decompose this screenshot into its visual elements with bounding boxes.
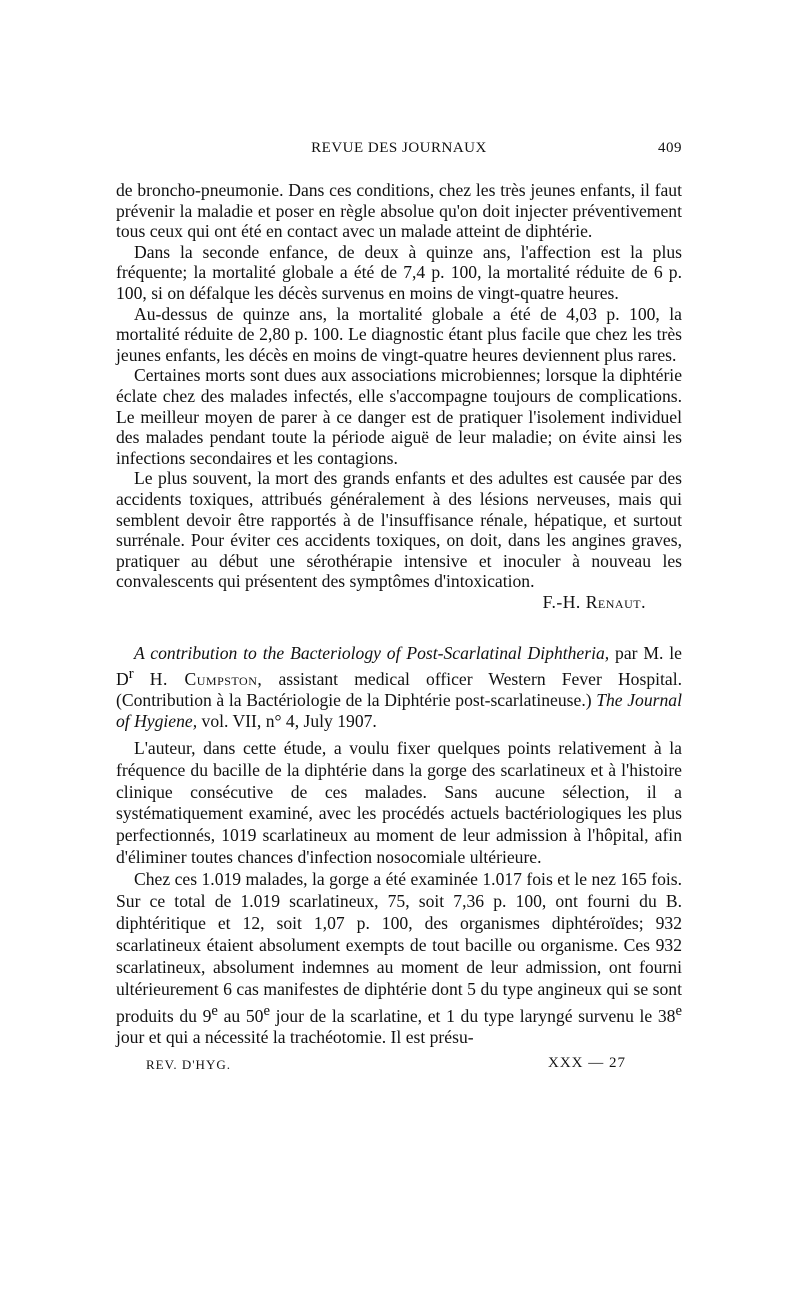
paragraph: Dans la seconde enfance, de deux à quinze ans, l'affection est la plus fréquente; la mortalité globale a été de 7,4 p. 100, la mortalité réduite de 6 p. 100, si on défalque les décès survenus en moins de vingt-quatre heures. (116, 241, 682, 303)
journal-abbrev: REV. D'HYG. (146, 1057, 231, 1073)
article-author: F.-H. Renaut. (542, 591, 646, 612)
citation-author: H. Cumpston, (149, 668, 263, 689)
paragraph: L'auteur, dans cette étude, a voulu fixer quelques points relativement à la fréquence du bacille de la diphtérie dans la gorge des scarlatineux et à l'histoire clinique consécutive de ces malades. Sans aucune sélection, il a systématiquement examiné, avec les procédés actuels bactériologiques les plus perfectionnés, 1019 scarlatineux au moment de leur admission à l'hôpital, afin d'éliminer toutes chances d'infection nosocomiale ultérieure. (116, 737, 682, 868)
paragraph: Le plus souvent, la mort des grands enfants et des adultes est causée par des accidents toxiques, attribués généralement à des lésions nerveuses, mais qui semblent devoir être rapportés à de l'insuffisance rénale, hépatique, et surtout surrénale. Pour éviter ces accidents toxiques, on doit, dans les angines graves, pratiquer au début une sérothérapie intensive et inoculer à nouveau les convalescents qui présentent des symptômes d'intoxication. (116, 468, 682, 592)
paragraph: de broncho-pneumonie. Dans ces conditions, chez les très jeunes enfants, il faut prévenir la maladie et poser en règle absolue qu'on doit injecter préventivement tous ceux qui ont été en contact avec un malade atteint de diphtérie. (116, 180, 682, 242)
running-title: REVUE DES JOURNAUX (311, 140, 487, 156)
article-2-citation: A contribution to the Bacteriology of Post-Scarlatinal Diphtheria, par M. le $D^r$ H. Cumpston, assistant medical officer Western Fever Hospital. (Contribution à la Bactériologie de la Diphtérie post-scarlatineuse.) The Journal of Hygiene, vol. VII, n° 4, July 1907. (116, 642, 682, 731)
page-number: 409 (658, 140, 682, 156)
journal-name: The Journal of Hygiene, (116, 689, 682, 731)
article-2-body (116, 738, 682, 1050)
paragraph: Certaines morts sont dues aux associations microbiennes; lorsque la diphtérie éclate chez des malades infectés, elle s'accompagne toujours de complications. Le meilleur moyen de parer à ce danger est de pratiquer l'isolement individuel des malades pendant toute la période aiguë de leur maladie; on évite ainsi les infections secondaires et les contagions. (116, 365, 682, 468)
article-title: A contribution to the Bacteriology of Post-Scarlatinal Diphtheria, (134, 642, 610, 663)
signature-mark: XXX — 27 (548, 1055, 626, 1072)
page-footer (116, 1055, 682, 1075)
page (116, 140, 682, 1075)
article-1 (116, 180, 682, 613)
paragraph: Au-dessus de quinze ans, la mortalité globale a été de 4,03 p. 100, la mortalité réduite de 2,80 p. 100. Le diagnostic étant plus facile que chez les très jeunes enfants, les décès en moins de vingt-quatre heures deviennent plus rares. (116, 303, 682, 365)
running-header (116, 140, 682, 168)
paragraph: Chez ces 1.019 malades, la gorge a été examinée 1.017 fois et le nez 165 fois. Sur ce total de 1.019 scarlatineux, 75, soit 7,36 p. 100, ont fourni du B. diphtéritique et 12, soit 1,07 p. 100, des organismes diphtéroïdes; 932 scarlatineux étaient absolument exempts de tout bacille ou organisme. Ces 932 scarlatineux, absolument indemnes au moment de leur admission, ont fourni ultérieurement 6 cas manifestes de diphtérie dont 5 du type angineux qui se sont produits du 9e au 50e jour de la scarlatine, et 1 du type laryngé survenu le 38e jour et qui a nécessité la trachéotomie. Il est présu- (116, 869, 682, 1048)
